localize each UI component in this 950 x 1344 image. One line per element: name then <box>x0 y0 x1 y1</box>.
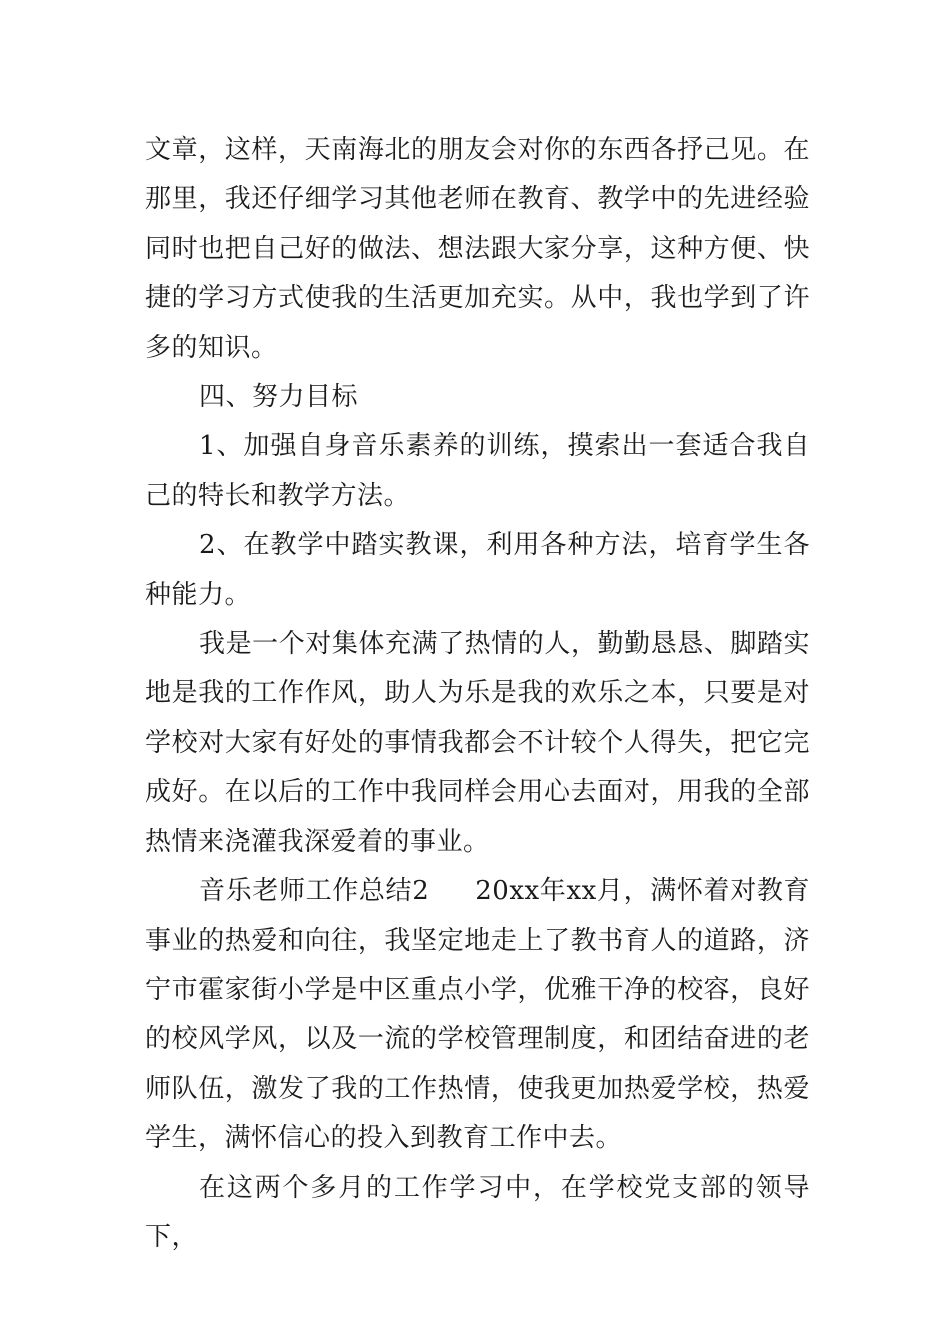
goal-item-2: 2、在教学中踏实教课，利用各种方法，培育学生各种能力。 <box>145 530 810 610</box>
paragraph-summary-2 <box>145 867 810 1163</box>
goal-item-1: 1、加强自身音乐素养的训练，摸索出一套适合我自己的特长和教学方法。 <box>145 431 810 511</box>
summary-2-text: 20xx年xx月，满怀着对教育事业的热爱和向往，我坚定地走上了教书育人的道路，济宁市霍家街小学是中区重点小学，优雅干净的校容，良好的校风学风，以及一流的学校管理制度，和团结奋进的老师队伍，激发了我的工作热情，使我更加热爱学校，热爱学生，满怀信心的投入到教育工作中去。 <box>145 876 810 1154</box>
section-heading-goals: 四、努力目标 <box>199 382 359 413</box>
document-body <box>145 126 810 1262</box>
paragraph-work-attitude: 我是一个对集体充满了热情的人，勤勤恳恳、脚踏实地是我的工作作风，助人为乐是我的欢乐之本，只要是对学校对大家有好处的事情我都会不计较个人得失，把它完成好。在以后的工作中我同样会用心去面对，用我的全部热情来浇灌我深爱着的事业。 <box>145 629 810 857</box>
summary-2-heading: 音乐老师工作总结2 <box>199 876 430 907</box>
paragraph-final: 在这两个多月的工作学习中，在学校党支部的领导下， <box>145 1172 810 1252</box>
paragraph-continuation: 文章，这样，天南海北的朋友会对你的东西各抒己见。在那里，我还仔细学习其他老师在教育、教学中的先进经验同时也把自己好的做法、想法跟大家分享，这种方便、快捷的学习方式使我的生活更加充实。从中，我也学到了许多的知识。 <box>145 135 810 363</box>
